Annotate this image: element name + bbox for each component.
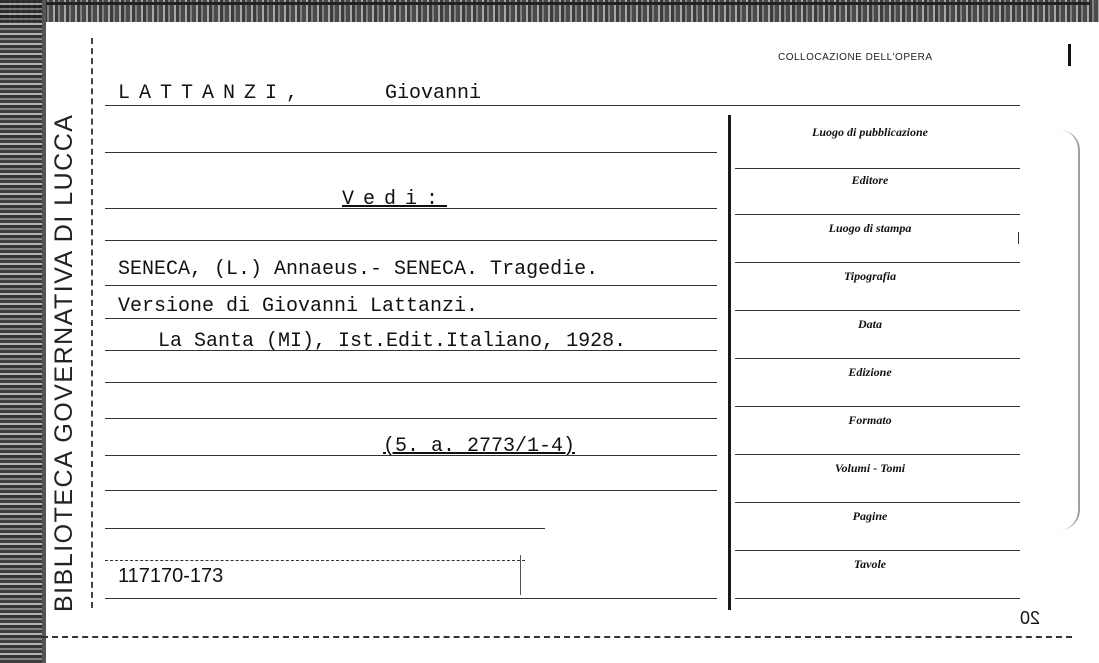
field-label-tipografia: Tipografia [843, 269, 897, 283]
panel-rule [735, 502, 1020, 503]
scan-edge-top-line [40, 2, 1090, 5]
ruled-line [105, 382, 717, 383]
scan-edge-right-mark [1068, 44, 1071, 66]
field-label-data: Data [858, 317, 882, 331]
panel-rule [735, 310, 1020, 311]
collocazione-heading: COLLOCAZIONE DELL'OPERA [778, 52, 933, 63]
ruled-line [105, 418, 717, 419]
panel-rule [735, 168, 1020, 169]
ruled-line [105, 490, 717, 491]
ruled-line [105, 105, 1020, 106]
see-reference-label: Vedi: [342, 188, 448, 211]
field-label-volumi-tomi: Volumi - Tomi [834, 461, 906, 475]
library-name-vertical: BIBLIOTECA GOVERNATIVA DI LUCCA [50, 113, 78, 612]
page-mark: 20 [1020, 608, 1041, 628]
reference-line: Versione di Giovanni Lattanzi. [118, 295, 479, 318]
panel-rule [735, 598, 1020, 599]
ruled-line [105, 285, 717, 286]
ruled-line [105, 598, 717, 599]
panel-rule [735, 262, 1020, 263]
scan-edge-right-curve [1060, 130, 1080, 530]
ruled-line [105, 240, 717, 241]
reference-line: La Santa (MI), Ist.Edit.Italiano, 1928. [158, 330, 627, 353]
inventory-number: 117170-173 [118, 565, 224, 587]
margin-rule [91, 38, 93, 608]
field-label-pagine: Pagine [852, 509, 888, 523]
scan-edge-left-inner [42, 0, 46, 663]
field-label-tavole: Tavole [853, 557, 887, 571]
ruled-line [105, 318, 717, 319]
panel-rule [735, 454, 1020, 455]
field-label-edizione: Edizione [848, 365, 892, 379]
field-label-luogo-stampa: Luogo di stampa [828, 221, 912, 235]
field-label-editore: Editore [851, 173, 889, 187]
panel-rule [735, 358, 1020, 359]
field-label-luogo-pubblicazione: Luogo di pubblicazione [811, 125, 928, 139]
scan-edge-left [0, 0, 42, 663]
field-label-formato: Formato [848, 413, 892, 427]
shelfmark: (5. a. 2773/1-4) [383, 435, 576, 458]
reference-line: SENECA, (L.) Annaeus.- SENECA. Tragedie. [118, 258, 599, 281]
panel-rule [735, 406, 1020, 407]
ruled-line [105, 152, 717, 153]
scan-edge-bottom [42, 636, 1072, 638]
panel-border [728, 115, 731, 610]
panel-rule [735, 550, 1020, 551]
stray-mark [1014, 232, 1019, 244]
author-surname: LATTANZI, [118, 82, 308, 105]
ruled-line [105, 560, 525, 561]
ruled-line [105, 528, 545, 529]
bracket-mark [520, 555, 527, 595]
panel-rule [735, 214, 1020, 215]
author-given-name: Giovanni [385, 82, 482, 105]
